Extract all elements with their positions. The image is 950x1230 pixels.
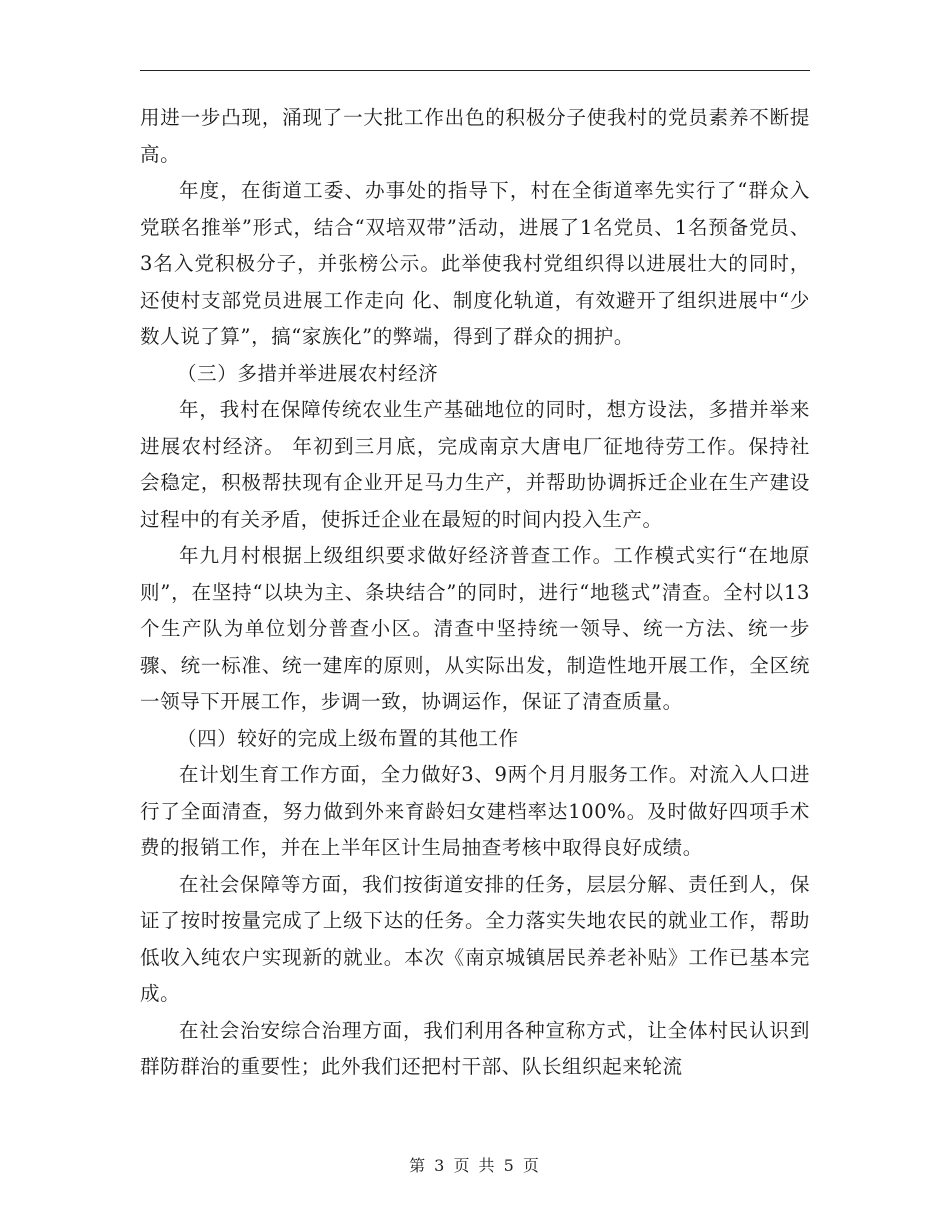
section-heading-4: （四）较好的完成上级布置的其他工作 [177, 726, 519, 750]
paragraph-rural-economy: 年，我村在保障传统农业生产基础地位的同时，想方设法，多措并举来进展农村经济。 年初到三月底，完成南京大唐电厂征地待劳工作。保持社会稳定，积极帮扶现有企业开足马力生产，并帮助协调拆迁企业在生产建设过程中的有关矛盾，使拆迁企业在最短的时间内投入生产。 [140, 398, 810, 531]
paragraph-economic-census: 年九月村根据上级组织要求做好经济普查工作。工作模式实行“在地原则”，在坚持“以块为主、条块结合”的同时，进行“地毯式”清查。全村以13个生产队为单位划分普查小区。清查中坚持统一领导、统一方法、统一步骤、统一标准、统一建库的原则，从实际出发，制造性地开展工作，全区统一领导下开展工作，步调一致，协调运作，保证了清查质量。 [140, 544, 810, 713]
paragraph-continuation: 用进一步凸现，涌现了一大批工作出色的积极分子使我村的党员素养不断提高。 [140, 106, 810, 166]
section-heading-3: （三）多措并举进展农村经济 [177, 361, 439, 385]
header-rule [140, 70, 810, 71]
page-number-footer: 第 3 页 共 5 页 [409, 1156, 541, 1175]
paragraph-family-planning: 在计划生育工作方面，全力做好3、9两个月月服务工作。对流入人口进行了全面清查，努力做到外来育龄妇女建档率达100%。及时做好四项手术费的报销工作，并在上半年区计生局抽查考核中取得良好成绩。 [140, 763, 810, 859]
paragraph-social-security: 在社会保障等方面，我们按街道安排的任务，层层分解、责任到人，保证了按时按量完成了上级下达的任务。全力落实失地农民的就业工作，帮助低收入纯农户实现新的就业。本次《南京城镇居民养老补贴》工作已基本完成。 [140, 872, 810, 1005]
paragraph-public-security: 在社会治安综合治理方面，我们利用各种宣称方式，让全体村民认识到群防群治的重要性；此外我们还把村干部、队长组织起来轮流 [140, 1018, 810, 1078]
paragraph-party-recruitment: 年度，在街道工委、办事处的指导下，村在全街道率先实行了“群众入党联名推举”形式，结合“双培双带”活动，进展了1名党员、1名预备党员、3名入党积极分子，并张榜公示。此举使我村党组织得以进展壮大的同时，还使村支部党员进展工作走向 化、制度化轨道，有效避开了组织进展中“少数人说了算”，搞“家族化”的弊端，得到了群众的拥护。 [140, 179, 810, 348]
document-body [140, 100, 810, 1086]
